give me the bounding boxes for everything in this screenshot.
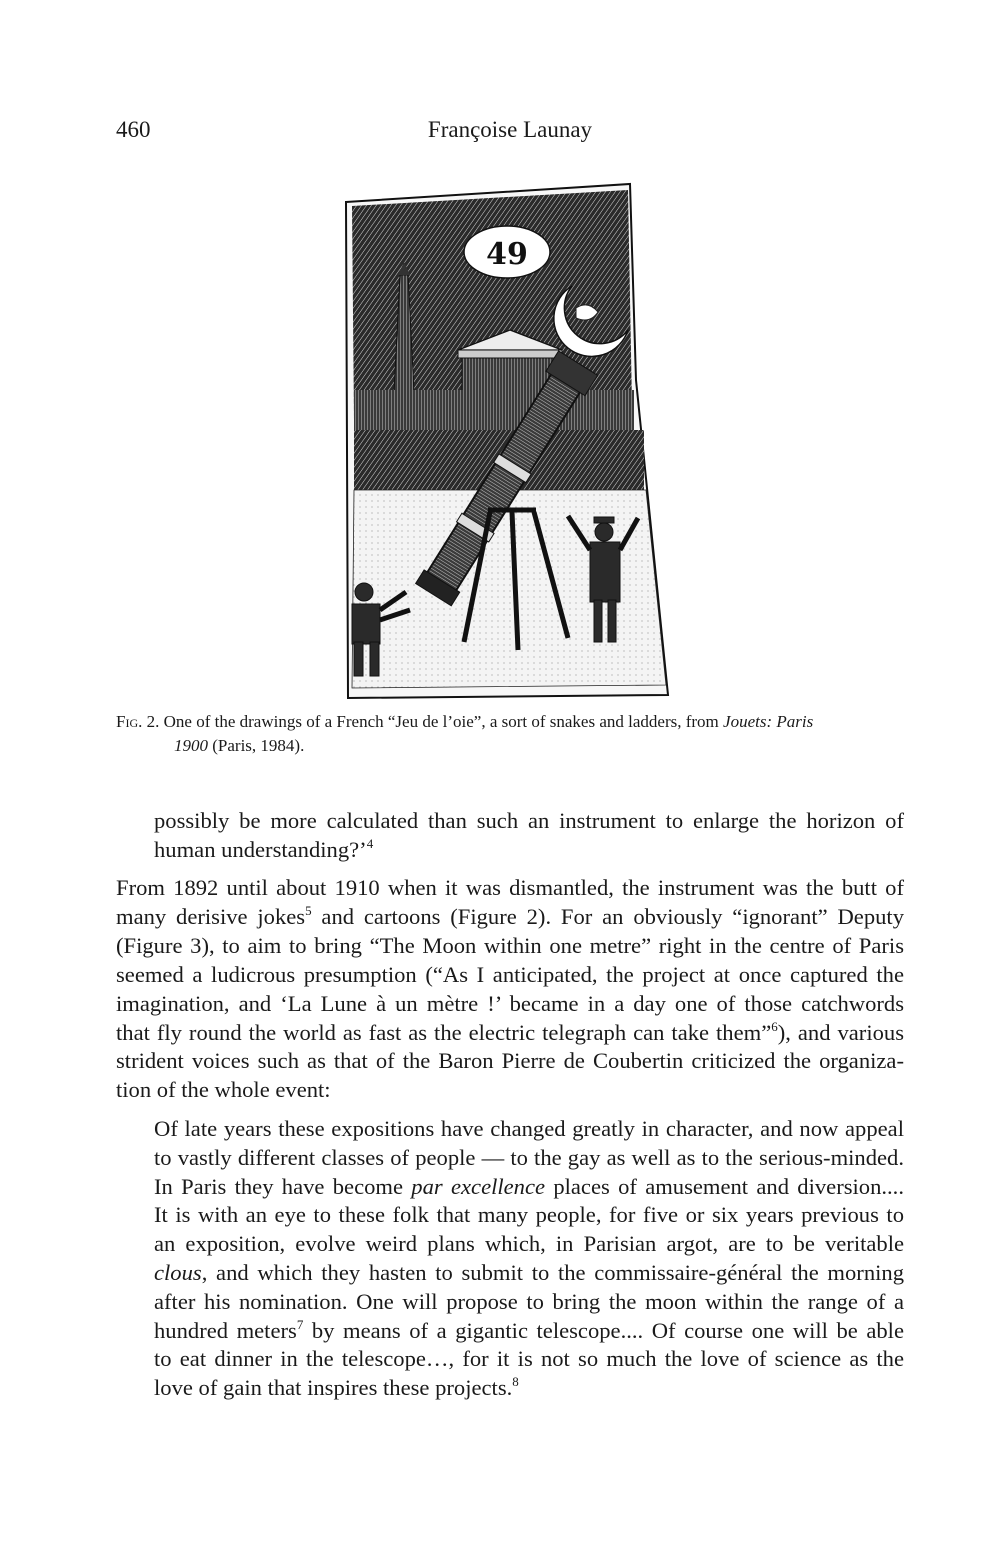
para-line: imagination, and ‘La Lune à un mètre !’ became in a day one of those catchwords — [116, 990, 904, 1016]
figure-illustration — [340, 180, 676, 702]
quote1-line: human understanding?’ — [154, 837, 367, 862]
body-paragraph — [116, 874, 904, 1105]
quote2-line: an exposition, evolve weird plans which, in Parisian argot, are to be veritable — [154, 1231, 904, 1257]
running-head: Françoise Launay — [427, 117, 593, 142]
quote2-line: to eat dinner in the telescope…, for it is not so much the love of science as the — [154, 1346, 904, 1372]
quote2-italic: par excellence — [411, 1173, 546, 1199]
para-line: From 1892 until about 1910 when it was dismantled, the instrument was the butt of — [116, 875, 904, 900]
block-quote-continued — [154, 806, 904, 864]
para-line: and cartoons (Figure 2). For an obviously “ignorant” Deputy — [311, 903, 904, 929]
para-line: that fly round the world as fast as the electric telegraph can take them” — [116, 1019, 772, 1045]
para-line: (Figure 3), to aim to bring “The Moon within one metre” right in the centre of Paris — [116, 932, 904, 958]
block-quote — [154, 1115, 904, 1403]
page-number: 460 — [116, 117, 151, 142]
quote2-line: to vastly different classes of people — to the gay as well as to the serious-minded. — [154, 1144, 904, 1170]
quote2-line: by means of a gigantic telescope.... Of course one will be able — [303, 1317, 904, 1343]
quote2-line: after his nomination. One will propose to bring the moon within the range of a — [154, 1288, 904, 1314]
footnote-ref: 6 — [771, 1018, 778, 1034]
badge-number: 49 — [486, 237, 528, 272]
para-line: ), and various — [777, 1019, 904, 1045]
quote2-line: hundred meters — [154, 1317, 297, 1343]
para-line: tion of the whole event: — [116, 1077, 331, 1103]
quote2-line: , and which they hasten to submit to the commissaire-général the morning — [201, 1259, 904, 1285]
quote2-line: In Paris they have become — [154, 1173, 412, 1199]
figure-label: Fig. 2. — [116, 712, 160, 731]
quote2-line: love of gain that inspires these projects. — [154, 1375, 513, 1401]
footnote-ref: 5 — [305, 902, 312, 918]
caption-title-a: Jouets: Paris — [723, 712, 814, 731]
caption-text-a: One of the drawings of a French “Jeu de l’oie”, a sort of snakes and ladders, from — [159, 712, 724, 731]
quote2-line: places of amusement and diversion.... — [545, 1173, 904, 1199]
footnote-ref: 8 — [512, 1374, 519, 1390]
telescope-engraving — [340, 180, 676, 702]
page-header — [116, 112, 904, 148]
caption-text-b: (Paris, 1984). — [208, 736, 305, 755]
quote2-line: It is with an eye to these folk that many people, for five or six years previous to — [154, 1202, 904, 1228]
para-line: strident voices such as that of the Baron Pierre de Coubertin criticized the organiza- — [116, 1048, 904, 1074]
quote2-italic: clous — [154, 1259, 202, 1285]
footnote-ref: 4 — [366, 836, 374, 851]
quote1-line: possibly be more calculated than such an instrument to enlarge the horizon of — [154, 808, 904, 833]
figure-caption — [116, 710, 904, 758]
footnote-ref: 7 — [296, 1316, 304, 1332]
caption-title-b: 1900 — [174, 736, 208, 755]
quote2-line: Of late years these expositions have changed greatly in character, and now appeal — [154, 1116, 904, 1141]
para-line: many derisive jokes — [116, 903, 306, 929]
para-line: seemed a ludicrous presumption (“As I anticipated, the project at once captured the — [116, 961, 904, 987]
